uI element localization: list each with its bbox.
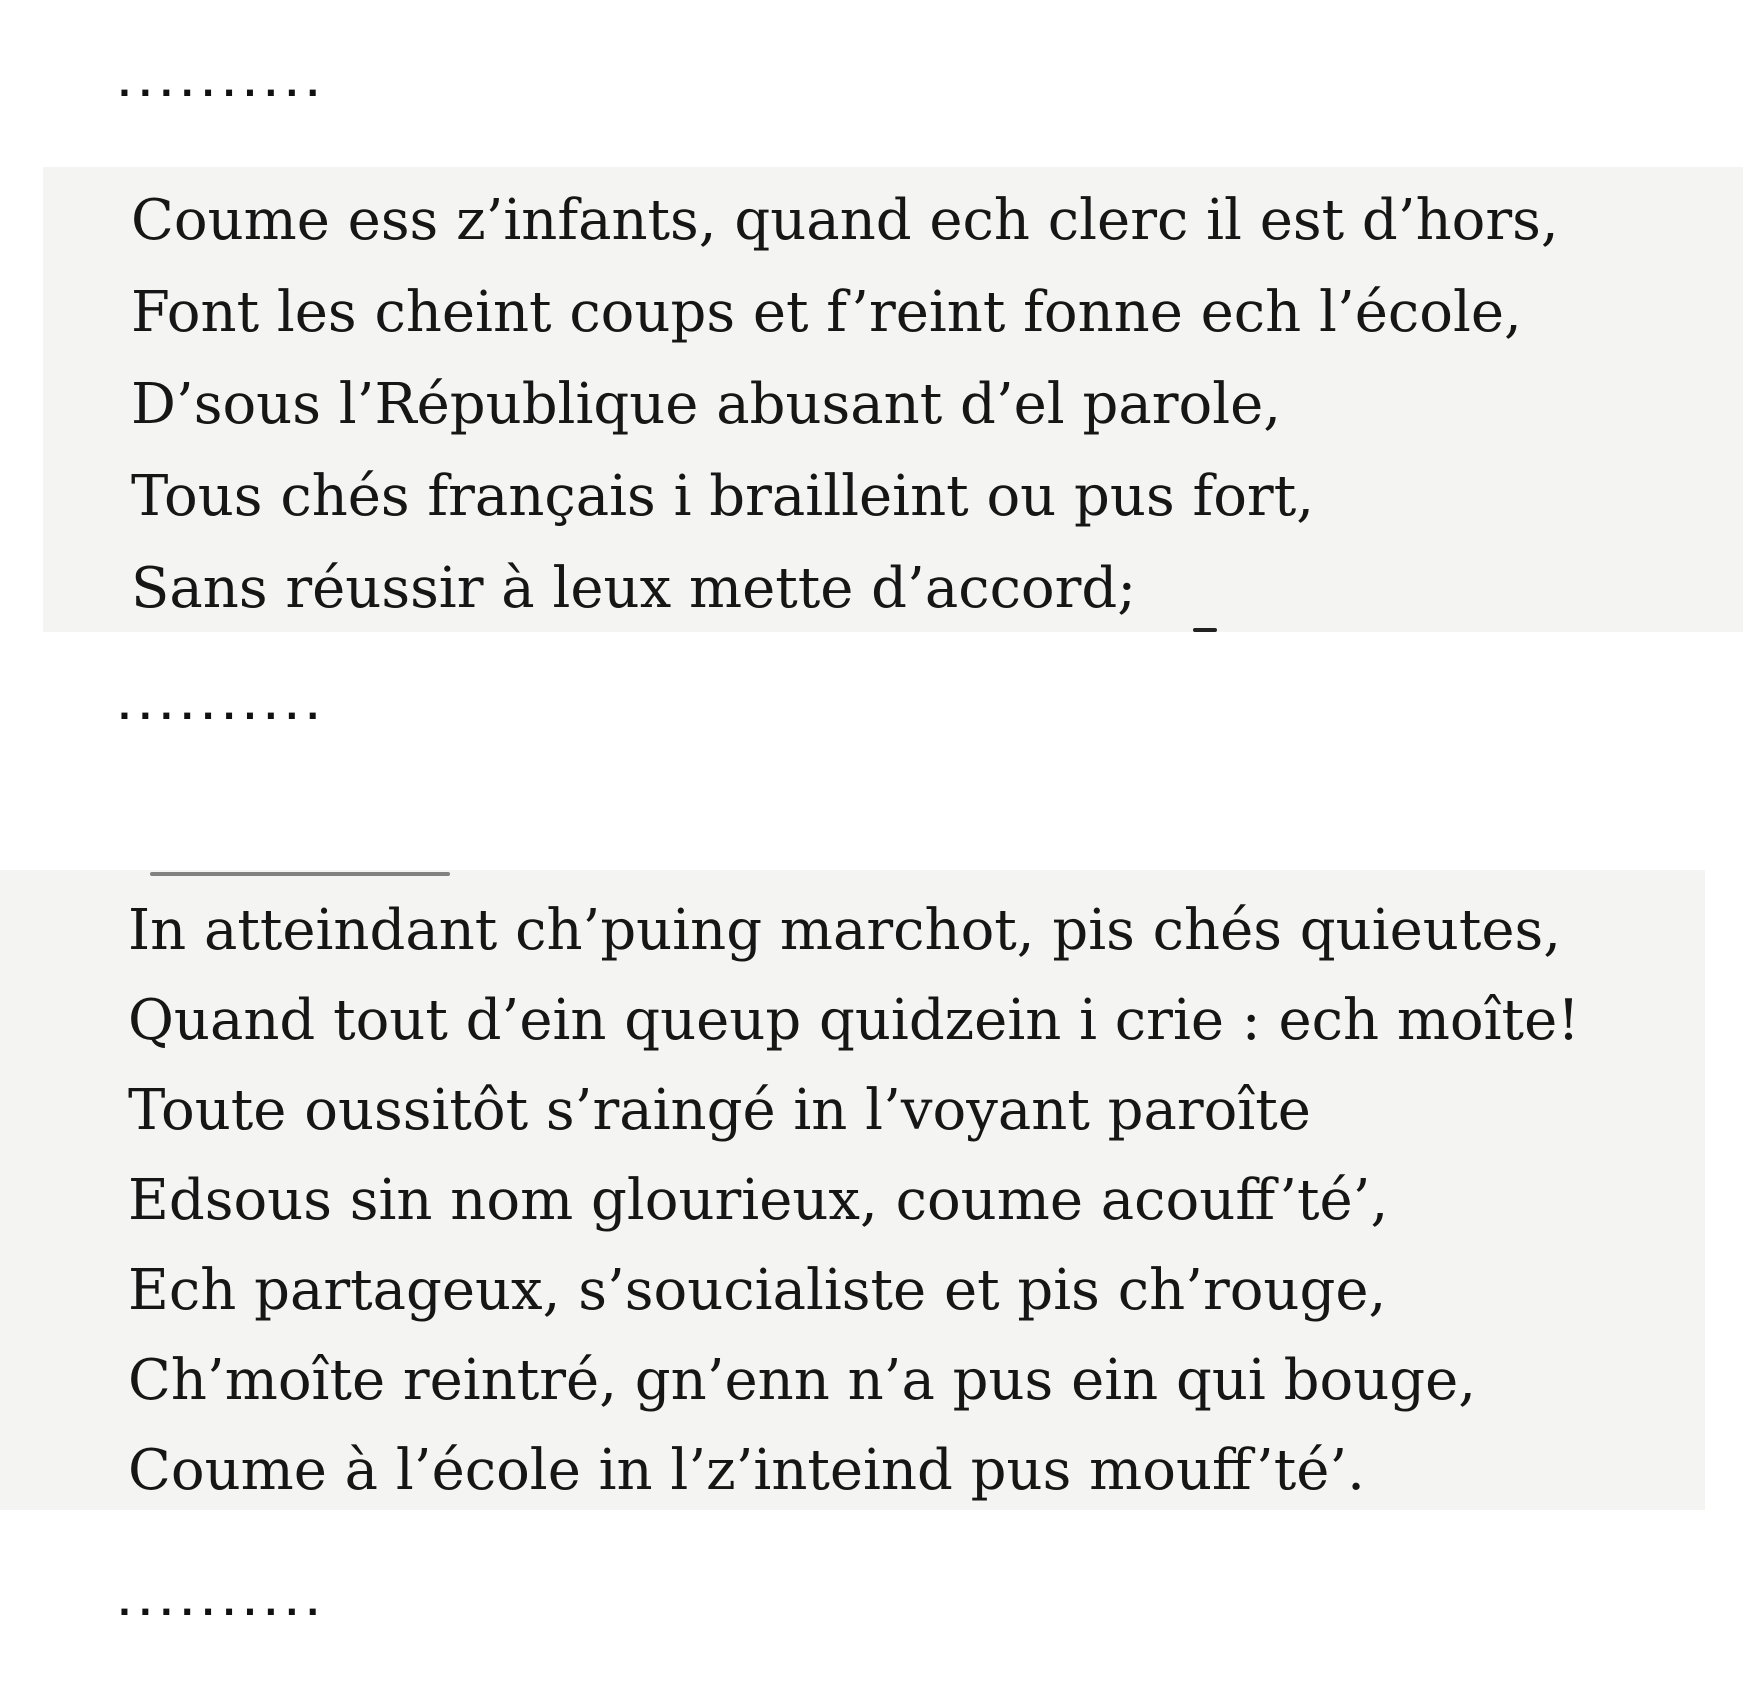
verse-stanza-2 — [0, 870, 1705, 1510]
ellipsis-separator-middle: .......... — [118, 688, 328, 728]
verse-line: Ch’moîte reintré, gn’enn n’a pus ein qui bouge, — [128, 1348, 1477, 1413]
verse-line: In atteindant ch’puing marchot, pis chés quieutes, — [128, 898, 1562, 963]
ellipsis-separator-bottom: .......... — [118, 1584, 328, 1624]
scanned-excerpt-2 — [0, 870, 1705, 1510]
verse-line: D’sous l’République abusant d’el parole, — [131, 372, 1282, 437]
ellipsis-separator-top: .......... — [118, 65, 328, 105]
verse-line: Coume ess z’infants, quand ech clerc il est d’hors, — [131, 188, 1559, 253]
verse-line: Tous chés français i brailleint ou pus fort, — [131, 464, 1314, 529]
scanned-excerpt-1 — [43, 167, 1743, 632]
cropped-glyph-fragment — [1193, 628, 1217, 632]
verse-line: Toute oussitôt s’raingé in l’voyant paroîte — [128, 1078, 1311, 1143]
verse-line: Edsous sin nom glourieux, coume acouff’té’, — [128, 1168, 1389, 1233]
verse-stanza-1 — [43, 167, 1743, 632]
verse-line: Coume à l’école in l’z’inteind pus mouff’té’. — [128, 1438, 1365, 1503]
verse-line: Font les cheint coups et f’reint fonne ech l’école, — [131, 280, 1522, 345]
verse-line: Ech partageux, s’soucialiste et pis ch’rouge, — [128, 1258, 1387, 1323]
verse-line: Quand tout d’ein queup quidzein i crie : ech moîte! — [128, 988, 1580, 1053]
verse-line: Sans réussir à leux mette d’accord; — [131, 556, 1137, 621]
